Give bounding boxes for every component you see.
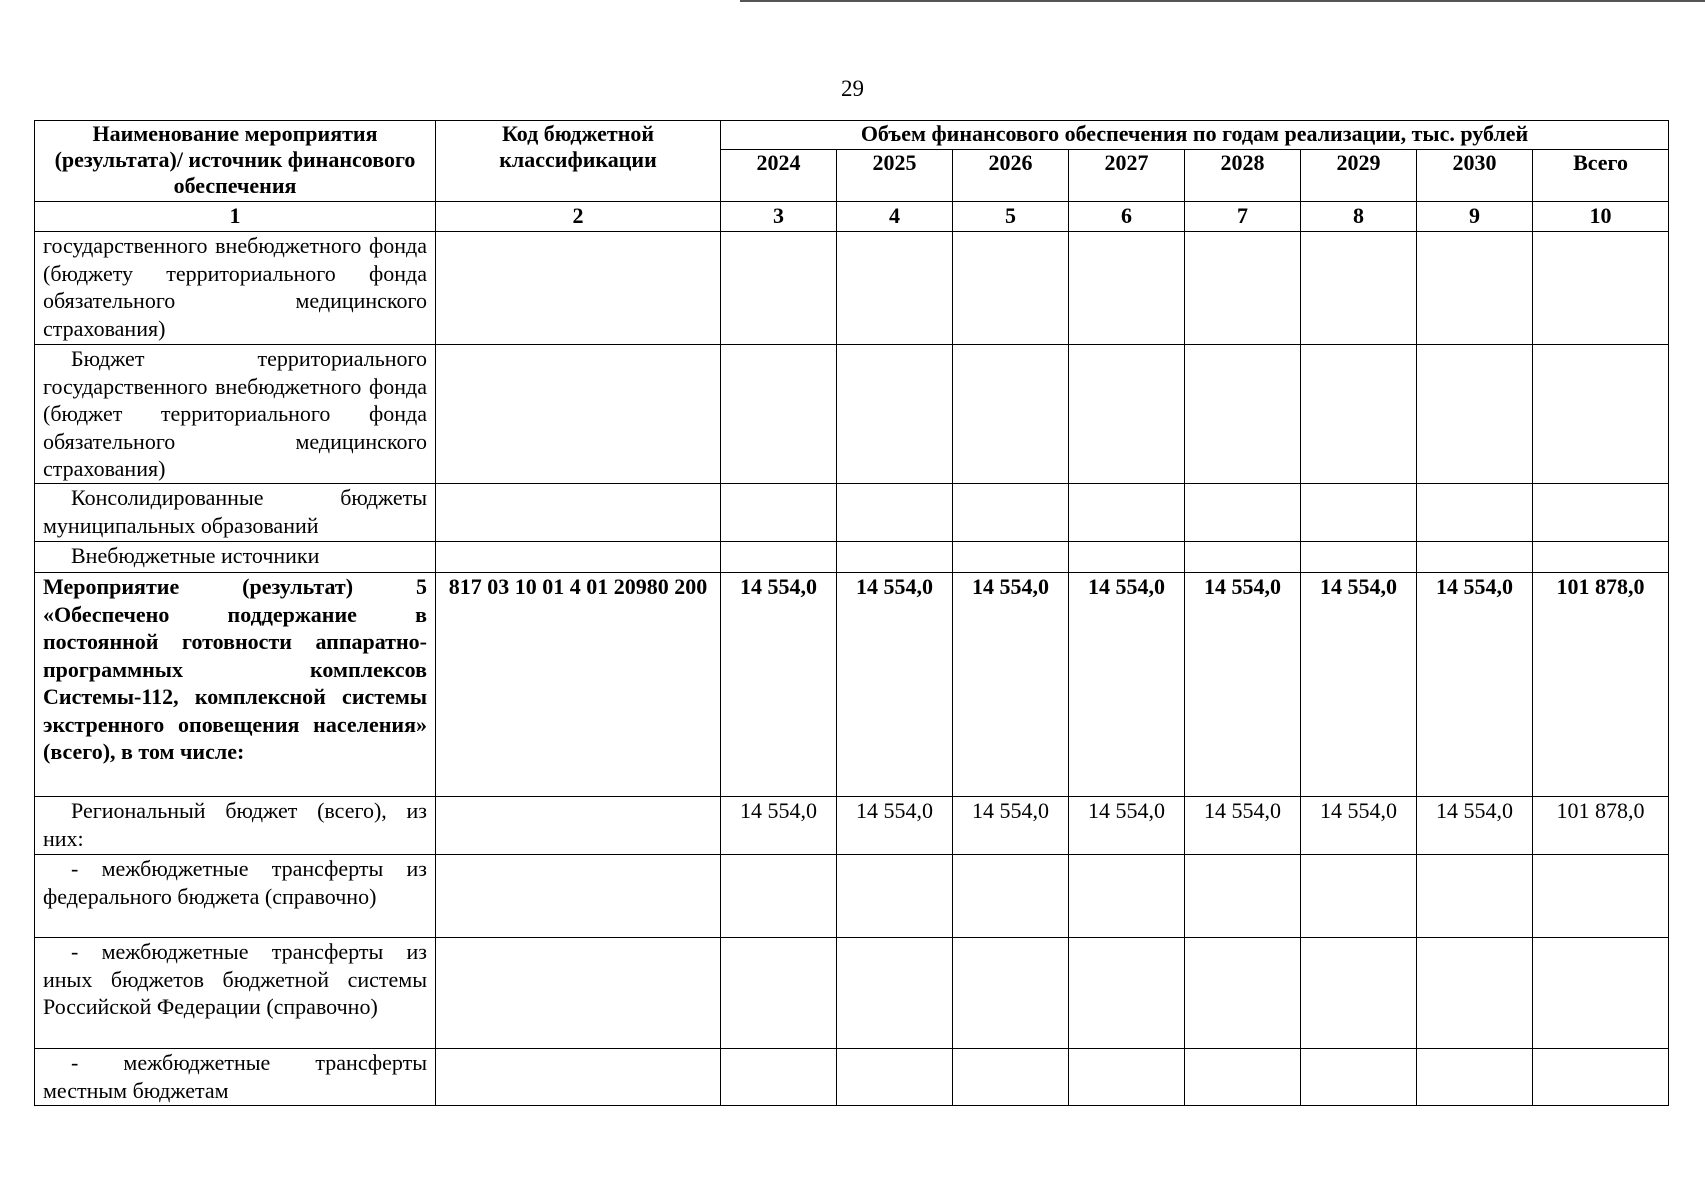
row-value xyxy=(953,232,1069,345)
row-value xyxy=(837,345,953,484)
row-value xyxy=(953,1049,1069,1106)
header-volume-group: Объем финансового обеспечения по годам реализации, тыс. рублей xyxy=(721,121,1669,150)
column-number: 4 xyxy=(837,202,953,232)
row-value xyxy=(1185,542,1301,573)
row-value xyxy=(1069,232,1185,345)
header-code-column: Код бюджетной классификации xyxy=(436,121,721,202)
row-value xyxy=(1301,345,1417,484)
row-name: Мероприятие (результат) 5 «Обеспечено поддержание в постоянной готовности аппаратно-программных комплексов Системы-112, комплексной системы экстренного оповещения населения» (всего), в том числе: xyxy=(35,573,436,797)
row-value xyxy=(1301,938,1417,1049)
row-name: - межбюджетные трансферты местным бюджетам xyxy=(35,1049,436,1106)
header-year: 2025 xyxy=(837,150,953,202)
row-name: Региональный бюджет (всего), из них: xyxy=(35,797,436,855)
row-value xyxy=(1069,938,1185,1049)
row-value xyxy=(1417,232,1533,345)
row-total xyxy=(1533,232,1669,345)
row-total xyxy=(1533,345,1669,484)
row-name: Бюджет территориального государственного внебюджетного фонда (бюджет территориального фонда обязательного медицинского страхования) xyxy=(35,345,436,484)
row-value: 14 554,0 xyxy=(1069,797,1185,855)
row-value xyxy=(837,855,953,938)
column-number: 2 xyxy=(436,202,721,232)
row-value: 14 554,0 xyxy=(953,573,1069,797)
row-value: 14 554,0 xyxy=(837,797,953,855)
row-value xyxy=(1185,855,1301,938)
row-value: 14 554,0 xyxy=(953,797,1069,855)
table-row xyxy=(35,345,1669,484)
table-row xyxy=(35,542,1669,573)
row-total xyxy=(1533,855,1669,938)
row-code xyxy=(436,542,721,573)
row-value: 14 554,0 xyxy=(1301,573,1417,797)
row-value xyxy=(1185,345,1301,484)
row-value: 14 554,0 xyxy=(1185,797,1301,855)
header-total: Всего xyxy=(1533,150,1669,202)
column-number: 9 xyxy=(1417,202,1533,232)
row-code xyxy=(436,484,721,542)
row-value xyxy=(1417,938,1533,1049)
row-value xyxy=(1185,232,1301,345)
column-number: 10 xyxy=(1533,202,1669,232)
table-row xyxy=(35,938,1669,1049)
row-name: Консолидированные бюджеты муниципальных образований xyxy=(35,484,436,542)
row-code xyxy=(436,797,721,855)
row-value xyxy=(1069,345,1185,484)
row-value xyxy=(1301,232,1417,345)
row-value xyxy=(1301,855,1417,938)
row-value xyxy=(1185,1049,1301,1106)
row-name: государственного внебюджетного фонда (бюджету территориального фонда обязательного медицинского страхования) xyxy=(35,232,436,345)
row-value xyxy=(1069,484,1185,542)
row-value xyxy=(953,542,1069,573)
table-row xyxy=(35,484,1669,542)
header-year: 2024 xyxy=(721,150,837,202)
row-value xyxy=(837,232,953,345)
row-value xyxy=(1417,345,1533,484)
row-value xyxy=(837,938,953,1049)
row-value xyxy=(1069,1049,1185,1106)
row-name: Внебюджетные источники xyxy=(35,542,436,573)
row-code: 817 03 10 01 4 01 20980 200 xyxy=(436,573,721,797)
row-value: 14 554,0 xyxy=(721,573,837,797)
row-value xyxy=(721,345,837,484)
row-value: 14 554,0 xyxy=(1069,573,1185,797)
row-total: 101 878,0 xyxy=(1533,797,1669,855)
row-value xyxy=(1417,542,1533,573)
row-value xyxy=(1417,1049,1533,1106)
row-value xyxy=(1185,938,1301,1049)
row-value xyxy=(837,1049,953,1106)
table-row xyxy=(35,1049,1669,1106)
row-value xyxy=(1417,484,1533,542)
row-total xyxy=(1533,1049,1669,1106)
row-value xyxy=(721,1049,837,1106)
column-number: 7 xyxy=(1185,202,1301,232)
row-code xyxy=(436,345,721,484)
row-code xyxy=(436,938,721,1049)
header-year: 2030 xyxy=(1417,150,1533,202)
top-edge-rule xyxy=(740,0,1705,2)
row-value xyxy=(953,345,1069,484)
row-code xyxy=(436,1049,721,1106)
row-value xyxy=(953,938,1069,1049)
row-value xyxy=(1301,484,1417,542)
row-value: 14 554,0 xyxy=(837,573,953,797)
row-code xyxy=(436,232,721,345)
row-value xyxy=(1069,542,1185,573)
header-year: 2029 xyxy=(1301,150,1417,202)
column-number: 6 xyxy=(1069,202,1185,232)
table-row xyxy=(35,232,1669,345)
table-row xyxy=(35,573,1669,797)
row-value: 14 554,0 xyxy=(1417,573,1533,797)
row-total xyxy=(1533,542,1669,573)
column-number: 8 xyxy=(1301,202,1417,232)
row-value: 14 554,0 xyxy=(721,797,837,855)
column-number: 5 xyxy=(953,202,1069,232)
header-year: 2028 xyxy=(1185,150,1301,202)
row-total xyxy=(1533,938,1669,1049)
row-value xyxy=(1185,484,1301,542)
header-year: 2027 xyxy=(1069,150,1185,202)
row-value xyxy=(953,484,1069,542)
row-value xyxy=(837,484,953,542)
row-name: - межбюджетные трансферты из федерального бюджета (справочно) xyxy=(35,855,436,938)
row-value xyxy=(1301,542,1417,573)
row-value xyxy=(721,938,837,1049)
column-number: 1 xyxy=(35,202,436,232)
table-row xyxy=(35,855,1669,938)
row-value: 14 554,0 xyxy=(1185,573,1301,797)
row-value xyxy=(1301,1049,1417,1106)
column-number: 3 xyxy=(721,202,837,232)
row-value xyxy=(953,855,1069,938)
financing-table xyxy=(34,120,1669,1106)
table-row xyxy=(35,797,1669,855)
row-name: - межбюджетные трансферты из иных бюджетов бюджетной системы Российской Федерации (справочно) xyxy=(35,938,436,1049)
header-year: 2026 xyxy=(953,150,1069,202)
row-value xyxy=(721,542,837,573)
row-value xyxy=(1069,855,1185,938)
row-value xyxy=(721,855,837,938)
row-value: 14 554,0 xyxy=(1301,797,1417,855)
row-total: 101 878,0 xyxy=(1533,573,1669,797)
row-value xyxy=(721,232,837,345)
row-value: 14 554,0 xyxy=(1417,797,1533,855)
row-code xyxy=(436,855,721,938)
page-number: 29 xyxy=(841,76,864,101)
row-total xyxy=(1533,484,1669,542)
row-value xyxy=(721,484,837,542)
row-value xyxy=(1417,855,1533,938)
header-name-column: Наименование мероприятия (результата)/ источник финансового обеспечения xyxy=(35,121,436,202)
row-value xyxy=(837,542,953,573)
